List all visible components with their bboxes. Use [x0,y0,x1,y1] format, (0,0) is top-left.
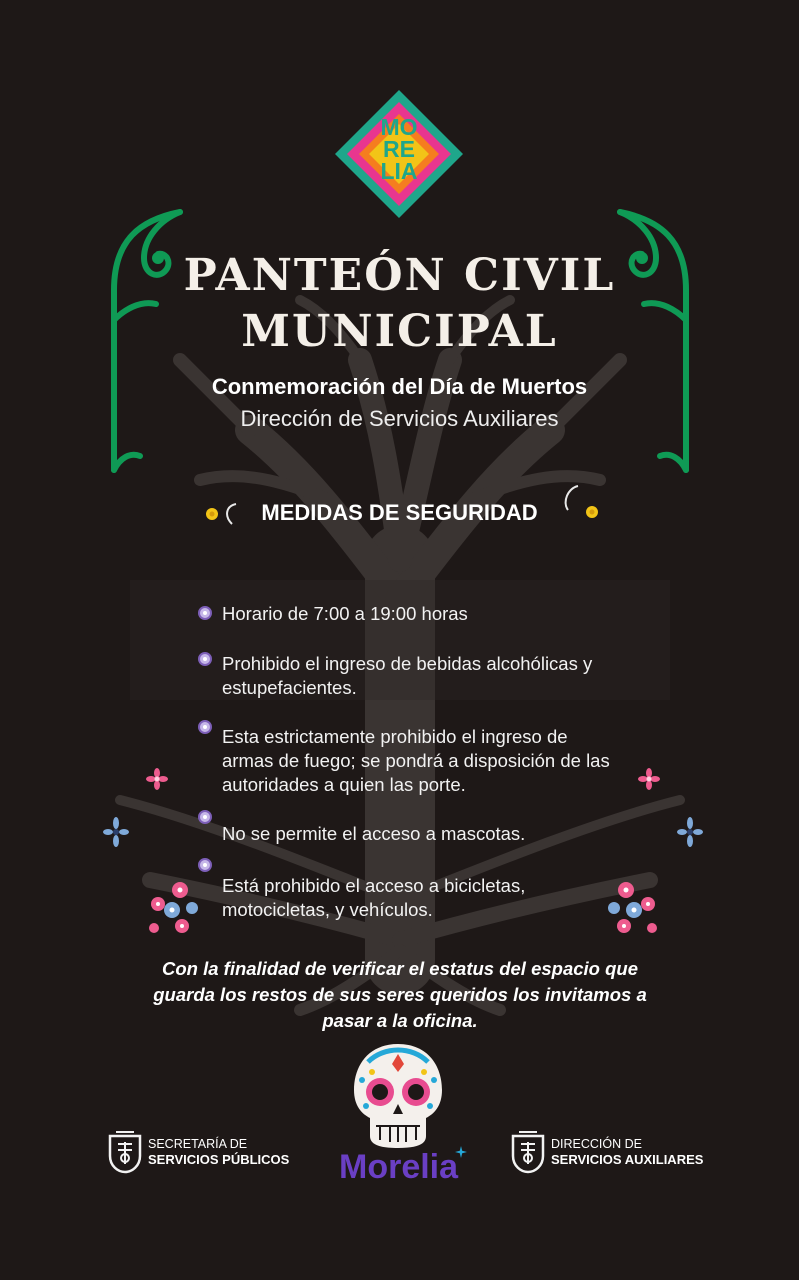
logo-text-line3: LIA [380,158,418,184]
flower-bouquet-icon-left [144,880,202,940]
coat-of-arms-icon-right [509,1130,547,1174]
closing-line-3: pasar a la oficina. [322,1010,478,1031]
logo-text-line2: RE [383,136,415,162]
coat-of-arms-icon-left [106,1130,144,1174]
rule-3-line-2: armas de fuego; se pondrá a disposición de las [222,750,610,771]
marigold-icon-right [558,482,602,530]
closing-line-2: guarda los restos de sus seres queridos los invitamos a [153,984,647,1005]
sugar-skull-icon [348,1040,448,1150]
rule-3-line-3: autoridades a quien las porte. [222,774,466,795]
logo-text-line1: MO [380,114,418,140]
footer-left-label [148,1137,289,1168]
flower-icon-pink-left [146,768,168,790]
rule-4-line-1: No se permite el acceso a mascotas. [222,823,526,844]
footer-right-line-2: SERVICIOS AUXILIARES [551,1152,704,1167]
flower-bouquet-icon-right [604,880,662,940]
footer-right-label [551,1137,703,1168]
rule-2-line-2: estupefacientes. [222,677,357,698]
page-title-line1: PANTEÓN CIVIL [183,250,616,301]
rule-1-line-1: Horario de 7:00 a 19:00 horas [222,603,468,624]
event-subtitle: Conmemoración del Día de Muertos [211,374,588,399]
flower-icon-blue-left [103,817,129,847]
section-title: MEDIDAS DE SEGURIDAD [261,500,538,525]
rule-3-line-1: Esta estrictamente prohibido el ingreso de [222,726,568,747]
footer-right-line-1: DIRECCIÓN DE [551,1137,642,1151]
footer-brand: Morelia [339,1148,459,1186]
page-title-line2: MUNICIPAL [241,306,558,357]
flower-icon-pink-right [638,768,660,790]
footer-left-line-2: SERVICIOS PÚBLICOS [148,1152,290,1167]
closing-message [110,956,690,1034]
footer-left-line-1: SECRETARÍA DE [148,1137,248,1151]
rule-2-line-1: Prohibido el ingreso de bebidas alcohólicas y [222,653,593,674]
morelia-logo [333,88,465,220]
rule-5-line-1: Está prohibido el acceso a bicicletas, [222,875,526,896]
department-name: Dirección de Servicios Auxiliares [240,406,559,431]
sparkle-icon [455,1146,467,1158]
rule-5-line-2: motocicletas, y vehículos. [222,899,433,920]
flower-icon-blue-right [677,817,703,847]
closing-line-1: Con la finalidad de verificar el estatus del espacio que [161,958,638,979]
